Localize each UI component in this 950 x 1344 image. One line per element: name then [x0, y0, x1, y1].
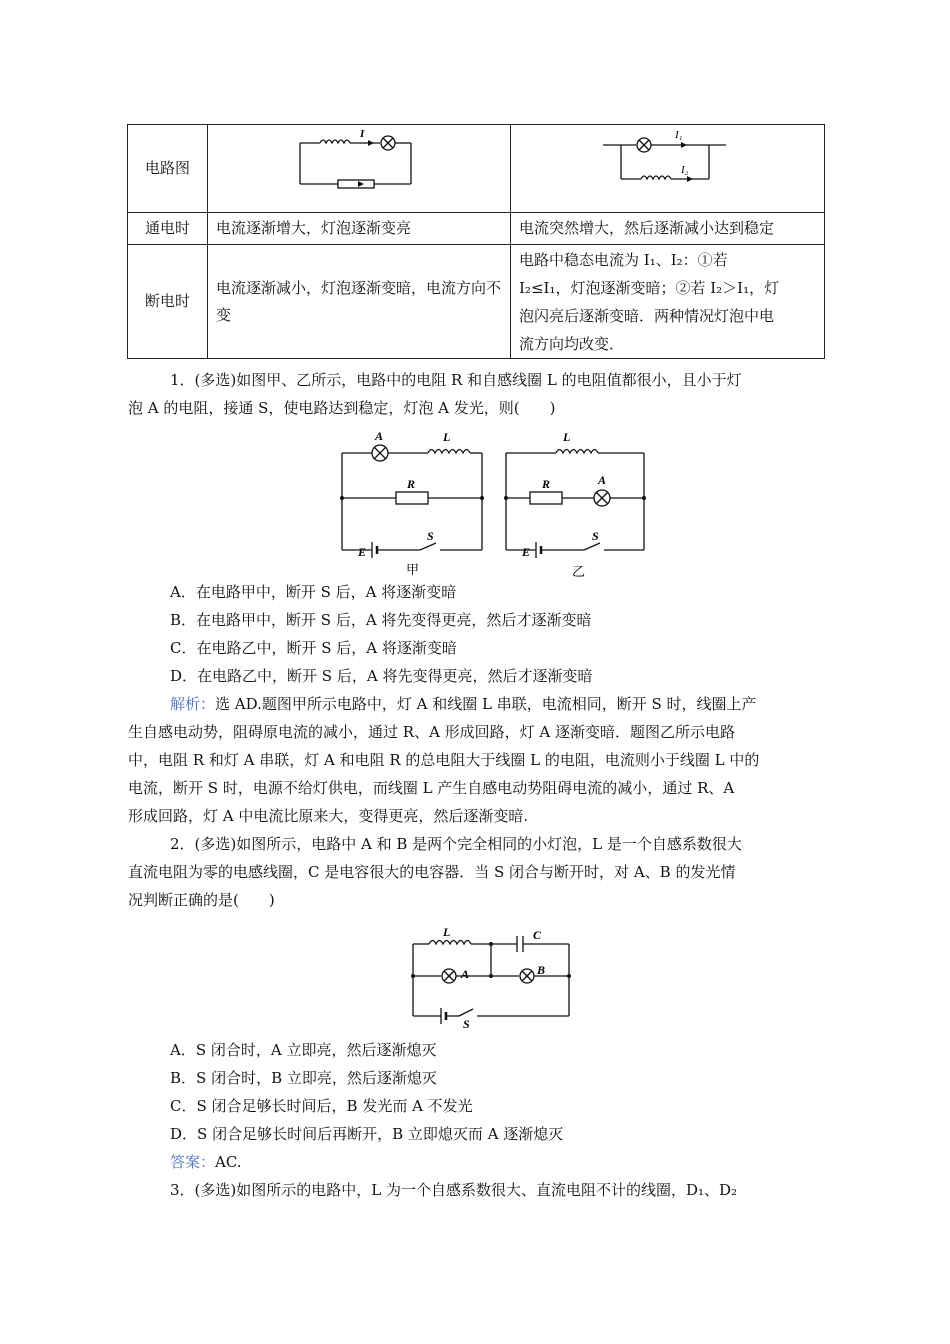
fig2-label-A: A: [461, 967, 470, 981]
power-off-left: 电流逐渐减小，灯泡逐渐变暗，电流方向不变: [208, 245, 511, 359]
stem-line: 1．(多选)如图甲、乙所示，电路中的电阻 R 和自感线圈 L 的电阻值都很小，且小于灯: [170, 371, 742, 389]
fig-jia-label-R: R: [407, 477, 416, 491]
question-2-option: D．S 闭合足够长时间后再断开，B 立即熄灭而 A 逐渐熄灭: [170, 1125, 564, 1143]
question-2-answer: [170, 1148, 242, 1176]
power-off-right-line: I₂≤I₁，灯泡逐渐变暗；②若 I₂＞I₁，灯: [519, 278, 780, 297]
comparison-table: [127, 124, 825, 359]
question-2-option: A．S 闭合时，A 立即亮，然后逐渐熄灭: [170, 1041, 437, 1059]
analysis-line: 生自感电动势，阻碍原电流的减小，通过 R、A 形成回路，灯 A 逐渐变暗．题图乙所示电路: [128, 723, 736, 741]
fig-yi-label-S: S: [592, 529, 599, 543]
stem-line: 泡 A 的电阻，接通 S，使电路达到稳定，灯泡 A 发光，则( ): [128, 399, 556, 417]
stem-line: 况判断正确的是( ): [128, 891, 275, 909]
analysis-line: 中，电阻 R 和灯 A 串联，灯 A 和电阻 R 的总电阻大于线圈 L 的电阻，电流则小于线圈 L 中的: [128, 751, 760, 769]
fig-caption-jia: 甲: [406, 563, 420, 578]
question-2-option: C．S 闭合足够长时间后，B 发光而 A 不发光: [170, 1097, 473, 1115]
table-row: [128, 213, 825, 245]
analysis-label: 解析：: [170, 695, 216, 713]
row-header-circuit: 电路图: [128, 125, 208, 213]
answer-label: 答案：: [170, 1153, 216, 1171]
question-1-option: D．在电路乙中，断开 S 后，A 将先变得更亮，然后才逐渐变暗: [170, 667, 593, 685]
fig-jia-label-E: E: [358, 545, 367, 559]
question-2-figure: [405, 928, 580, 1030]
question-1-stem: [128, 366, 820, 422]
question-1-option: A．在电路甲中，断开 S 后，A 将逐渐变暗: [170, 583, 457, 601]
fig-yi-label-E: E: [522, 545, 531, 559]
question-3-stem: [170, 1176, 820, 1204]
question-1-option: C．在电路乙中，断开 S 后，A 将逐渐变暗: [170, 639, 457, 657]
fig-yi-label-L: L: [563, 430, 571, 444]
fig2-label-S: S: [463, 1017, 470, 1030]
question-1-option: B．在电路甲中，断开 S 后，A 将先变得更亮，然后才逐渐变暗: [170, 611, 592, 629]
circuit-diagram-right-cell: [511, 125, 825, 213]
table-row: [128, 125, 825, 213]
stem-line: 3．(多选)如图所示的电路中，L 为一个自感系数很大、直流电阻不计的线圈，D₁、D₂: [170, 1181, 738, 1199]
power-off-right-line: 泡闪亮后逐渐变暗．两种情况灯泡中电: [519, 306, 775, 325]
stem-line: 直流电阻为零的电感线圈，C 是电容很大的电容器．当 S 闭合与断开时，对 A、B 的发光情: [128, 863, 736, 881]
analysis-line: 电流，断开 S 时，电源不给灯供电，而线圈 L 产生自感电动势阻碍电流的减小，通过 R、A: [128, 779, 735, 797]
answer-value: AC.: [215, 1153, 242, 1171]
power-on-left: 电流逐渐增大，灯泡逐渐变亮: [208, 213, 511, 245]
analysis-line: 选 AD.题图甲所示电路中，灯 A 和线圈 L 串联，电流相同，断开 S 时，线圈上产: [215, 695, 757, 713]
row-header-power-off: 断电时: [128, 245, 208, 359]
analysis-line: 形成回路，灯 A 中电流比原来大，变得更亮，然后逐渐变暗.: [128, 807, 529, 825]
circuit-diagram-series-inductor: [208, 125, 511, 203]
power-on-right: 电流突然增大，然后逐渐减小达到稳定: [511, 213, 825, 245]
question-1-analysis: [128, 690, 820, 830]
question-2-option: B．S 闭合时，B 立即亮，然后逐渐熄灭: [170, 1069, 437, 1087]
row-header-power-on: 通电时: [128, 213, 208, 245]
current-label-I2: I₂: [681, 164, 689, 176]
current-label-I1: I₁: [675, 129, 683, 141]
fig-yi-label-R: R: [542, 477, 551, 491]
circuit-diagram-left-cell: [208, 125, 511, 213]
fig2-label-B: B: [537, 963, 546, 977]
fig-caption-yi: 乙: [572, 565, 586, 580]
fig2-label-C: C: [533, 928, 542, 942]
fig-jia-label-L: L: [443, 430, 451, 444]
current-label-I: I: [360, 128, 365, 140]
circuit-diagram-parallel-inductor: [511, 125, 825, 203]
power-off-right-line: 电路中稳态电流为 I₁、I₂：①若: [519, 250, 728, 269]
fig-yi-label-A: A: [598, 473, 607, 487]
question-1-figures: [330, 428, 660, 580]
table-row: [128, 245, 825, 359]
power-off-right: [511, 245, 825, 359]
question-2-stem: [128, 830, 820, 914]
fig-jia-label-S: S: [427, 529, 434, 543]
fig2-label-L: L: [443, 928, 451, 939]
fig-jia-label-A: A: [375, 429, 384, 443]
power-off-right-line: 流方向均改变．: [519, 334, 625, 353]
stem-line: 2．(多选)如图所示，电路中 A 和 B 是两个完全相同的小灯泡，L 是一个自感系数很大: [170, 835, 742, 853]
